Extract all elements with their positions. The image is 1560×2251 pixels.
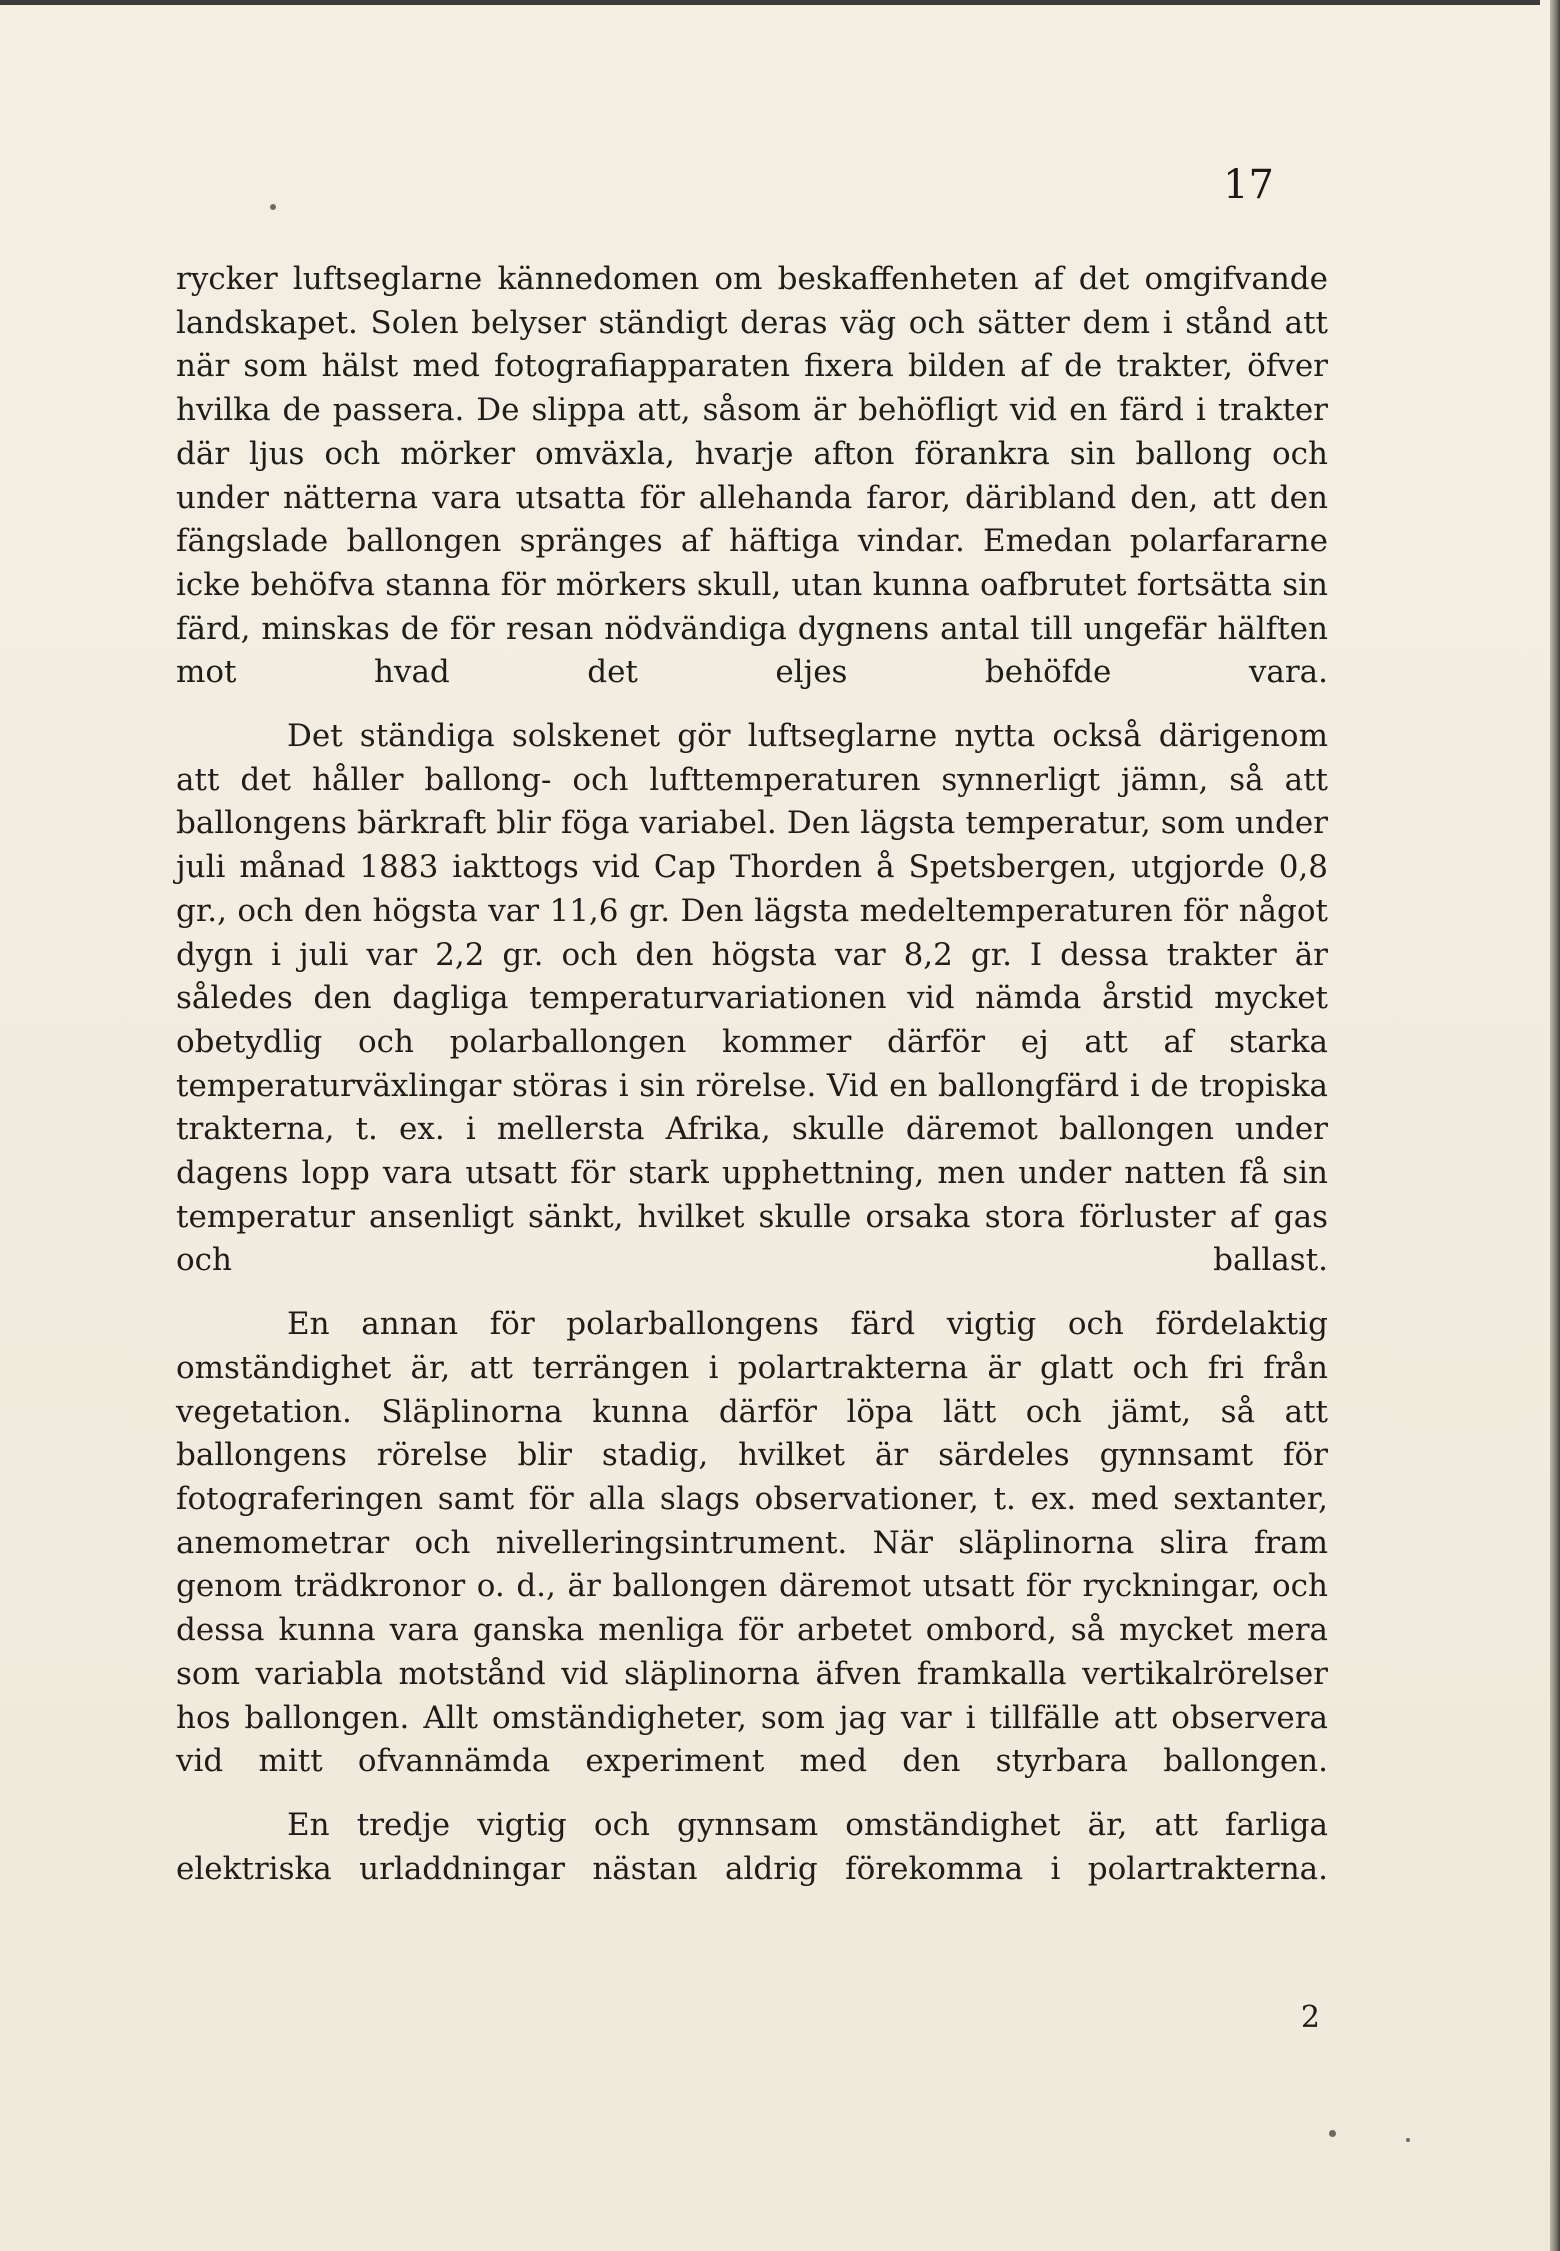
paragraph-4: En tredje vigtig och gynnsam omständighet är, att farliga elektriska urladdningar nästan aldrig förekomma i polartrakterna. [176,1806,1328,1887]
paragraph-1: rycker luftseglarne kännedomen om beskaffenheten af det omgifvande landskapet. Solen belyser ständigt deras väg och sätter dem i stånd att när som hälst med fotografiapparaten fixera bilden af de trakter, öfver hvilka de passera. De slippa att, såsom är behöfligt vid en färd i trakter där ljus och mörker omväxla, hvarje afton förankra sin ballong och under nätterna vara utsatta för allehanda faror, däribland den, att den fängslade ballongen spränges af häftiga vindar. Emedan polarfararne icke behöfva stanna för mörkers skull, utan kunna oafbrutet fortsätta sin färd, minskas de för resan nödvändiga dygnens antal till ungefär hälften mot hvad det eljes behöfde vara. [176,261,1328,691]
body-text [176,258,1328,1891]
paper-speck [1406,2138,1410,2142]
right-edge-shadow [1550,0,1560,2251]
paper-speck [270,204,276,210]
top-edge-shadow [0,0,1540,5]
paper-speck [1329,2130,1336,2137]
paragraph-2: Det ständiga solskenet gör luftseglarne nytta också därigenom att det håller ballong- och lufttemperaturen synnerligt jämn, så att ballongens bärkraft blir föga variabel. Den lägsta temperatur, som under juli månad 1883 iakttogs vid Cap Thorden å Spetsbergen, utgjorde 0,8 gr., och den högsta var 11,6 gr. Den lägsta medeltemperaturen för något dygn i juli var 2,2 gr. och den högsta var 8,2 gr. I dessa trakter är således den dagliga temperaturvariationen vid nämda årstid mycket obetydlig och polarballongen kommer därför ej att af starka temperaturväxlingar störas i sin rörelse. Vid en ballongfärd i de tropiska trakterna, t. ex. i mellersta Afrika, skulle däremot ballongen under dagens lopp vara utsatt för stark upphettning, men under natten få sin temperatur ansenligt sänkt, hvilket skulle orsaka stora förluster af gas och ballast. [176,718,1328,1279]
signature-mark: 2 [1300,2000,1320,2035]
page-number: 17 [1223,162,1274,208]
paragraph-3: En annan för polarballongens färd vigtig och fördelaktig omständighet är, att terrängen i polartrakterna är glatt och fri från vegetation. Släplinorna kunna därför löpa lätt och jämt, så att ballongens rörelse blir stadig, hvilket är särdeles gynnsamt för fotograferingen samt för alla slags observationer, t. ex. med sextanter, anemometrar och nivelleringsintrument. När släplinorna slira fram genom trädkronor o. d., är ballongen däremot utsatt för ryckningar, och dessa kunna vara ganska menliga för arbetet ombord, så mycket mera som variabla motstånd vid släplinorna äfven framkalla vertikalrörelser hos ballongen. Allt omständigheter, som jag var i tillfälle att observera vid mitt ofvannämda experiment med den styrbara ballongen. [176,1306,1328,1780]
